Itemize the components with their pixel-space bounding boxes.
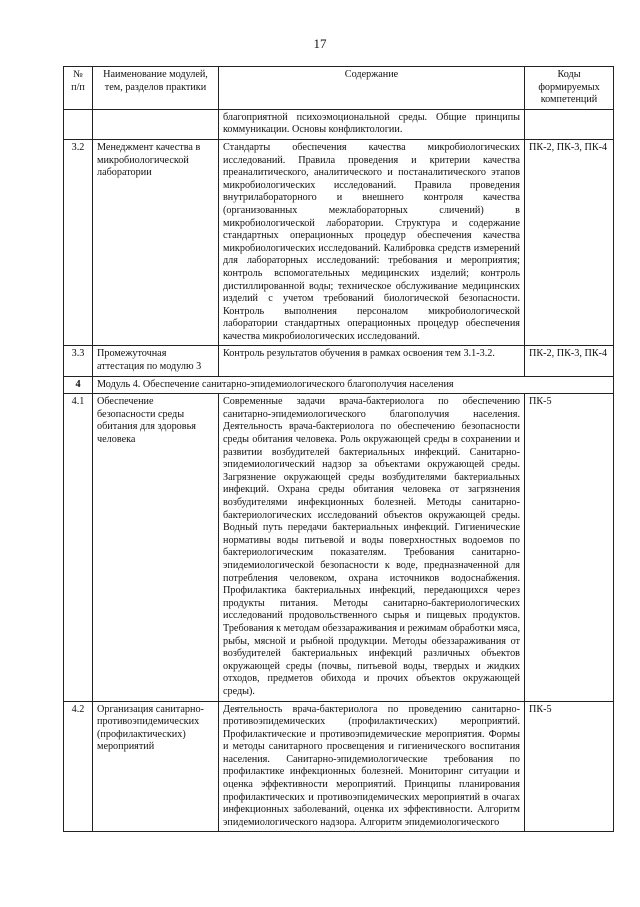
table-row [64, 701, 614, 832]
module-title: Модуль 4. Обеспечение санитарно-эпидемиологического благополучия населения [93, 376, 614, 394]
row-codes: ПК-2, ПК-3, ПК-4 [525, 346, 614, 376]
module-num: 4 [64, 376, 93, 394]
header-content: Содержание [219, 67, 525, 110]
row-num: 3.2 [64, 139, 93, 346]
row-content: благоприятной психоэмоциональной среды. Общие принципы коммуникации. Основы конфликтологии. [219, 109, 525, 139]
row-num: 4.1 [64, 394, 93, 701]
row-content: Современные задачи врача-бактериолога по обеспечению санитарно-эпидемиологического благополучия населения. Деятельность врача-бактериолога по обеспечению безопасности среды обитания человека. Роль окружающей среды в сохранении и развитии возбудителей бактериальных инфекций. Санитарно-эпидемиологический надзор за объектами окружающей среды. Загрязнение окружающей среды возбудителями бактериальных инфекций. Охрана среды обитания человека от загрязнения возбудителями инфекционных болезней. Методы санитарно-бактериологических исследований объектов окружающей среды. Водный путь передачи бактериальных инфекций. Гигиенические нормативы воды питьевой и воды поверхностных водоемов по бактериологическим показателям. Требования санитарно-эпидемиологической безопасности к воде, предназначенной для потребления человеком, охрана источников водоснабжения. Профилактика бактериальных инфекций, передающихся через продукты питания. Методы санитарно-бактериологических исследований продовольственного сырья и пищевых продуктов. Требования к методам обеззараживания и режимам обработки мяса, рыбы, мясной и рыбной продукции. Методы обеззараживания от возбудителей бактериальных инфекций различных объектов окружающей среды (почвы, питьевой воды, твердых и жидких отходов, предметов обихода и прочих объектов окружающей среды). [219, 394, 525, 701]
table-row [64, 394, 614, 701]
row-content: Деятельность врача-бактериолога по проведению санитарно-противоэпидемических (профилактических) мероприятий. Профилактические и противоэпидемические мероприятия. Формы и методы санитарного просвещения и гигиенического воспитания населения. Санитарно-эпидемиологические требования по профилактике инфекционных болезней. Мониторинг ситуации и оценка эффективности мероприятий. Принципы планирования профилактических и противоэпидемических мероприятий в очагах инфекционных заболеваний, оценка их эффективности. Алгоритм эпидемиологического надзора. Алгоритм эпидемиологического [219, 701, 525, 832]
row-num: 4.2 [64, 701, 93, 832]
row-name: Менеджмент качества в микробиологической лаборатории [93, 139, 219, 346]
page-number: 17 [313, 36, 327, 51]
row-codes: ПК-2, ПК-3, ПК-4 [525, 139, 614, 346]
table-row [64, 109, 614, 139]
curriculum-table [63, 66, 614, 832]
header-num: № п/п [64, 67, 93, 110]
row-content: Контроль результатов обучения в рамках освоения тем 3.1-3.2. [219, 346, 525, 376]
row-name: Организация санитарно-противоэпидемических (профилактических) мероприятий [93, 701, 219, 832]
row-num: 3.3 [64, 346, 93, 376]
row-name: Промежуточная аттестация по модулю 3 [93, 346, 219, 376]
table-header-row [64, 67, 614, 110]
header-codes: Коды формируемых компетенций [525, 67, 614, 110]
row-codes [525, 109, 614, 139]
header-name: Наименование модулей, тем, разделов практики [93, 67, 219, 110]
row-name: Обеспечение безопасности среды обитания для здоровья человека [93, 394, 219, 701]
row-content: Стандарты обеспечения качества микробиологических исследований. Правила проведения и критерии качества преаналитического, аналитического и постаналитического этапов микробиологических исследований. Правила проведения внутрилабораторного и внешнего контроля качества (организованных межлабораторных сличений) в микробиологической лаборатории. Структура и содержание стандартных операционных процедур обеспечения качества микробиологических исследований. Калибровка средств измерений для лабораторных исследований: требования и мероприятия; контроль вспомогательных медицинских изделий; контроль дистиллированной воды; техническое обслуживание медицинских изделий с учетом требований биологической безопасности. Контроль выполнения персоналом микробиологической лаборатории стандартных операционных процедур обеспечения качества микробиологических исследований. [219, 139, 525, 346]
table-row [64, 346, 614, 376]
module-row [64, 376, 614, 394]
row-codes: ПК-5 [525, 701, 614, 832]
row-codes: ПК-5 [525, 394, 614, 701]
row-name [93, 109, 219, 139]
row-num [64, 109, 93, 139]
table-row [64, 139, 614, 346]
